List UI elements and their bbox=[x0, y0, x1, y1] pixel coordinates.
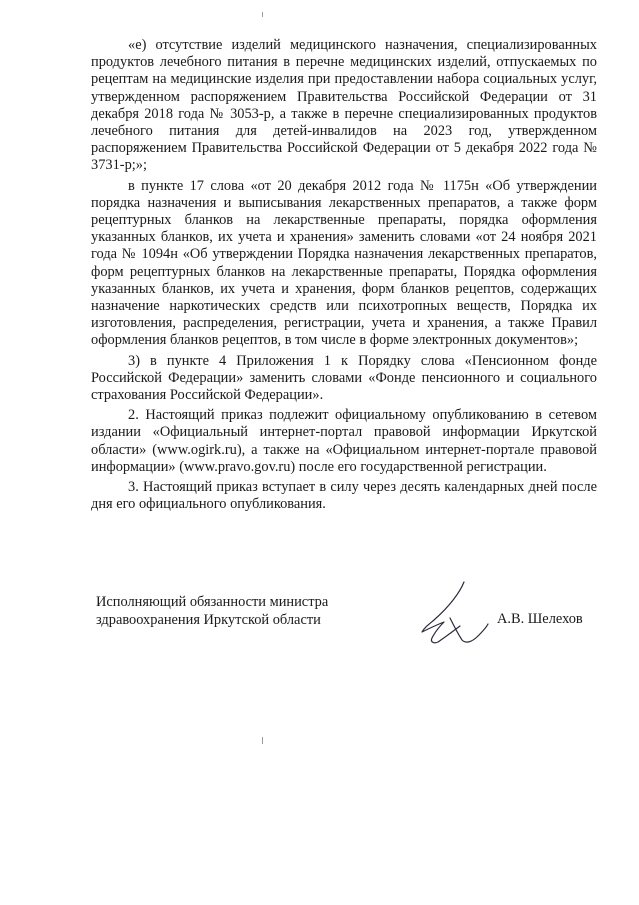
signatory-position-line-2: здравоохранения Иркутской области bbox=[96, 612, 321, 628]
signatory-position-line-1: Исполняющий обязанности министра bbox=[96, 594, 329, 610]
scan-speck bbox=[262, 12, 263, 17]
paragraph-point-17: в пункте 17 слова «от 20 декабря 2012 года № 1175н «Об утверждении порядка назначения и выписывания лекарственных препаратов, а также форм рецептурных бланков на лекарственные препараты, порядка оформления указанных бланков, их учета и хранения» заменить словами «от 24 ноября 2021 года № 1094н «Об утверждении Порядка назначения лекарственных препаратов, форм рецептурных бланков на лекарственные препараты, Порядка оформления указанных бланков, их учета и хранения, форм бланков рецептов, содержащих назначение наркотических средств или психотропных веществ, Порядка их изготовления, распределения, регистрации, учета и хранения, а также Правил оформления бланков рецептов, в том числе в форме электронных документов»; bbox=[91, 177, 597, 349]
paragraph-section-3: 3. Настоящий приказ вступает в силу через десять календарных дней после дня его официального опубликования. bbox=[91, 479, 597, 513]
paragraph-item-e: «е) отсутствие изделий медицинского назначения, специализированных продуктов лечебного питания в перечне медицинских изделий, отпускаемых по рецептам на медицинские изделия при предоставлении набора социальных услуг, утвержденном распоряжением Правительства Российской Федерации от 31 декабря 2018 года № 3053-р, а также в перечне специализированных продуктов лечебного питания для детей-инвалидов на 2023 год, утвержденном распоряжением Правительства Российской Федерации от 5 декабря 2022 года № 3731-р;»; bbox=[91, 37, 597, 174]
signatory-name: А.В. Шелехов bbox=[497, 611, 583, 627]
paragraph-section-2: 2. Настоящий приказ подлежит официальному опубликованию в сетевом издании «Официальный интернет-портал правовой информации Иркутской области» (www.ogirk.ru), а также на «Официальном интернет-портале правовой информации» (www.pravo.gov.ru) после его государственной регистрации. bbox=[91, 407, 597, 475]
scan-speck bbox=[262, 737, 263, 744]
document-body bbox=[91, 37, 597, 516]
paragraph-point-3: 3) в пункте 4 Приложения 1 к Порядку слова «Пенсионном фонде Российской Федерации» заменить словами «Фонде пенсионного и социального страхования Российской Федерации». bbox=[91, 352, 597, 404]
signatory-position bbox=[96, 593, 328, 629]
handwritten-signature bbox=[420, 580, 490, 648]
